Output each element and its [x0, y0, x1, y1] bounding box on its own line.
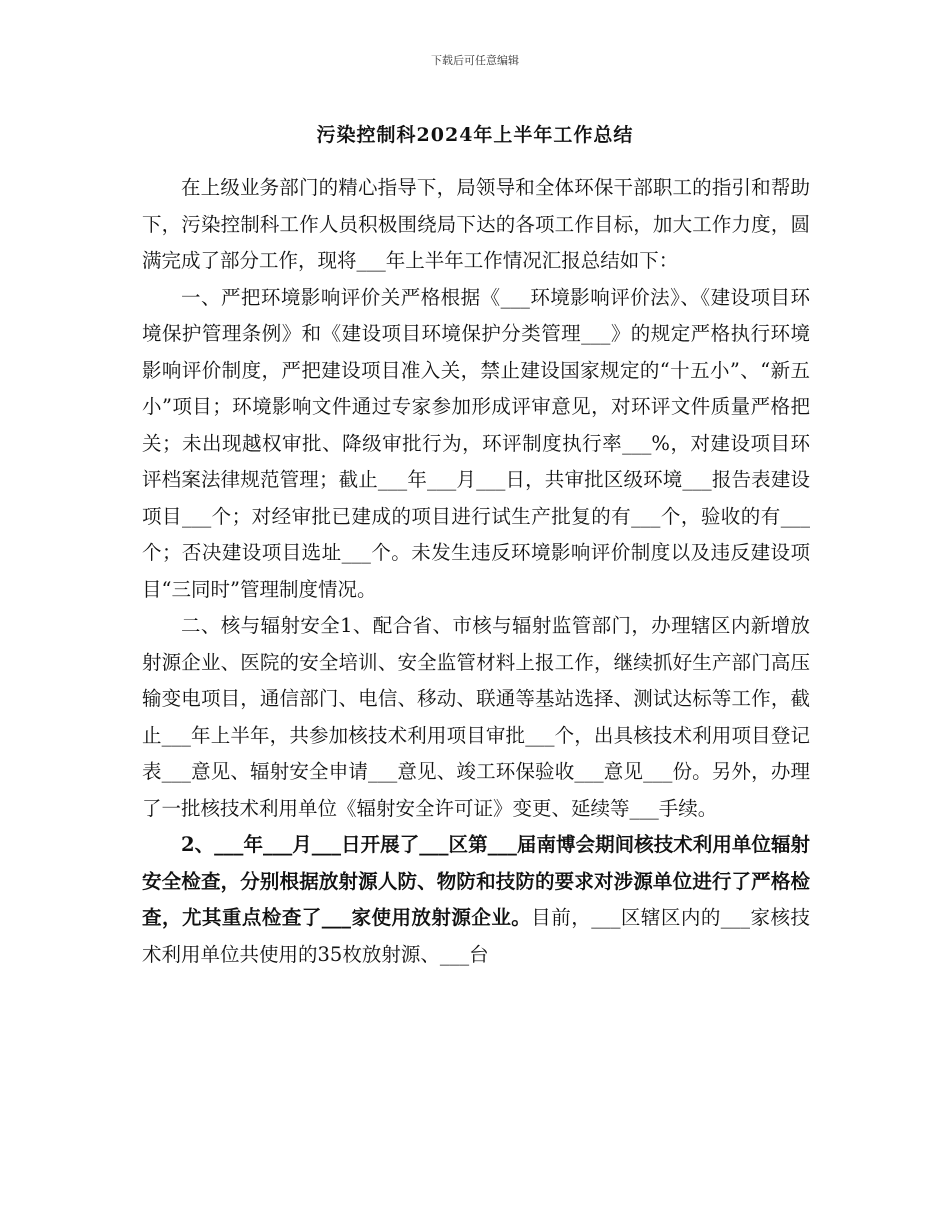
paragraph-intro: 在上级业务部门的精心指导下，局领导和全体环保干部职工的指引和帮助下，污染控制科工作人员积极围绕局下达的各项工作目标，加大工作力度，圆满完成了部分工作，现将___年上半年工作情况汇报总结如下： [142, 176, 810, 272]
paragraph-radiation-safety: 二、核与辐射安全1、配合省、市核与辐射监管部门，办理辖区内新增放射源企业、医院的安全培训、安全监管材料上报工作，继续抓好生产部门高压输变电项目，通信部门、电信、移动、联通等基站选择、测试达标等工作，截止___年上半年，共参加核技术利用项目审批___个，出具核技术利用项目登记表___意见、辐射安全申请___意见、竣工环保验收___意见___份。另外，办理了一批核技术利用单位《辐射安全许可证》变更、延续等___手续。 [142, 614, 810, 820]
header-note: 下载后可任意编辑 [431, 54, 519, 67]
paragraph-inspection [142, 827, 810, 973]
paragraph-inspection-normal: 目前，___区辖区内的___家核技术利用单位共使用的35枚放射源、___台 [142, 906, 810, 966]
paragraph-inspection-bold: 2、___年___月___日开展了___区第___届南博会期间核技术利用单位辐射安全检查，分别根据放射源人防、物防和技防的要求对涉源单位进行了严格检查，尤其重点检查了___家使用放射源企业。 [142, 833, 810, 929]
document-body [142, 170, 810, 973]
document-title: 污染控制科2024年上半年工作总结 [316, 124, 634, 146]
paragraph-eia: 一、严把环境影响评价关严格根据《___环境影响评价法》、《建设项目环境保护管理条例》和《建设项目环境保护分类管理___》的规定严格执行环境影响评价制度，严把建设项目准入关，禁止建设国家规定的“十五小”、“新五小”项目；环境影响文件通过专家参加形成评审意见，对环评文件质量严格把关；未出现越权审批、降级审批行为，环评制度执行率___%，对建设项目环评档案法律规范管理；截止___年___月___日，共审批区级环境___报告表建设项目___个；对经审批已建成的项目进行试生产批复的有___个，验收的有___个；否决建设项目选址___个。未发生违反环境影响评价制度以及违反建设项目“三同时”管理制度情况。 [142, 285, 810, 601]
